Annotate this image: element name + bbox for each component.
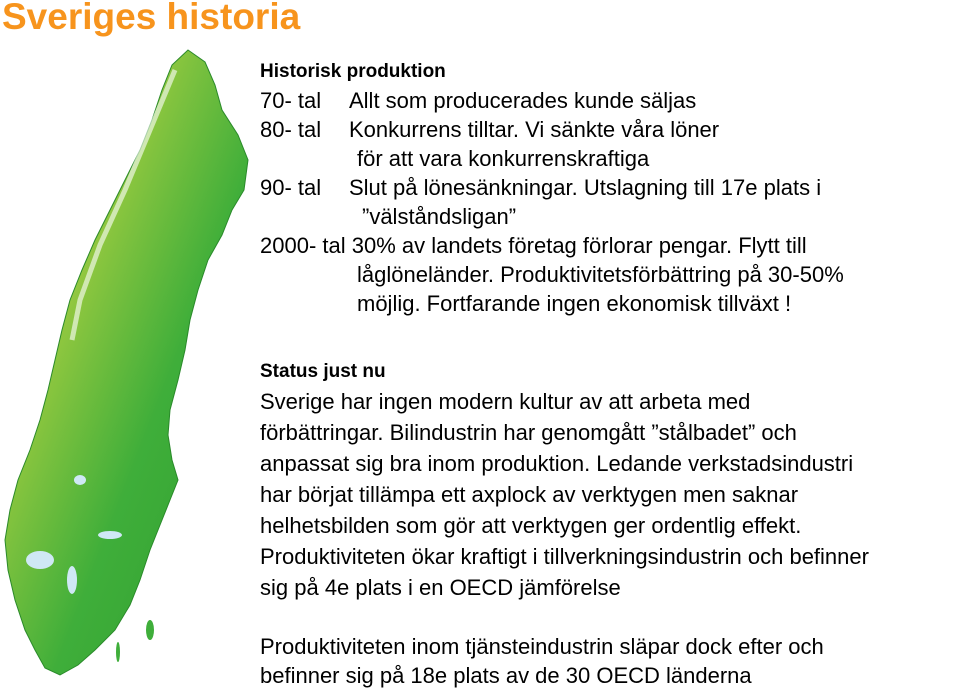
- lake-siljan: [74, 475, 86, 485]
- status-line: förbättringar. Bilindustrin har genomgått ”stålbadet” och: [260, 420, 797, 445]
- status-line: sig på 4e plats i en OECD jämförelse: [260, 575, 621, 600]
- period-text: Konkurrens tilltar. Vi sänkte våra löner: [349, 117, 720, 142]
- status-line: Sverige har ingen modern kultur av att arbeta med: [260, 389, 751, 414]
- footer-line: Produktiviteten inom tjänsteindustrin släpar dock efter och: [260, 634, 824, 659]
- status-line: helhetsbilden som gör att verktygen ger ordentlig effekt.: [260, 513, 802, 538]
- period-label: 2000- tal: [260, 233, 346, 258]
- history-row-2000: [260, 233, 807, 259]
- status-line: anpassat sig bra inom produktion. Ledande verkstadsindustri: [260, 451, 854, 476]
- sweden-landmass: [5, 50, 248, 675]
- period-label: 80- tal: [260, 117, 322, 142]
- island-oland: [116, 642, 120, 662]
- period-label: 70- tal: [260, 88, 322, 113]
- period-label: 90- tal: [260, 175, 322, 200]
- history-row-90: [260, 175, 821, 201]
- sweden-relief-map-icon: [0, 40, 270, 690]
- period-text: Slut på lönesänkningar. Utslagning till 17e plats i: [349, 175, 822, 200]
- lake-vattern: [67, 566, 77, 594]
- history-row-80: [260, 117, 719, 143]
- status-heading: Status just nu: [260, 361, 386, 382]
- footer-line: befinner sig på 18e plats av de 30 OECD länderna: [260, 663, 752, 688]
- period-text: Allt som producerades kunde säljas: [349, 88, 697, 113]
- historical-heading: Historisk produktion: [260, 61, 446, 82]
- status-line: Produktiviteten ökar kraftigt i tillverkningsindustrin och befinner: [260, 544, 869, 569]
- history-row-90-cont: ”välståndsligan”: [362, 204, 517, 229]
- history-row-2000-cont1: låglöneländer. Produktivitetsförbättring på 30-50%: [357, 262, 844, 287]
- history-row-2000-cont2: möjlig. Fortfarande ingen ekonomisk tillväxt !: [357, 291, 792, 316]
- lake-malaren: [98, 531, 122, 539]
- island-gotland: [146, 620, 154, 640]
- page-title: Sveriges historia: [2, 0, 301, 37]
- lake-vanern: [26, 551, 54, 569]
- period-text: 30% av landets företag förlorar pengar. Flytt till: [351, 233, 807, 258]
- history-row-70: [260, 88, 696, 114]
- status-line: har börjat tillämpa ett axplock av verktygen men saknar: [260, 482, 799, 507]
- history-row-80-cont: för att vara konkurrenskraftiga: [357, 146, 650, 171]
